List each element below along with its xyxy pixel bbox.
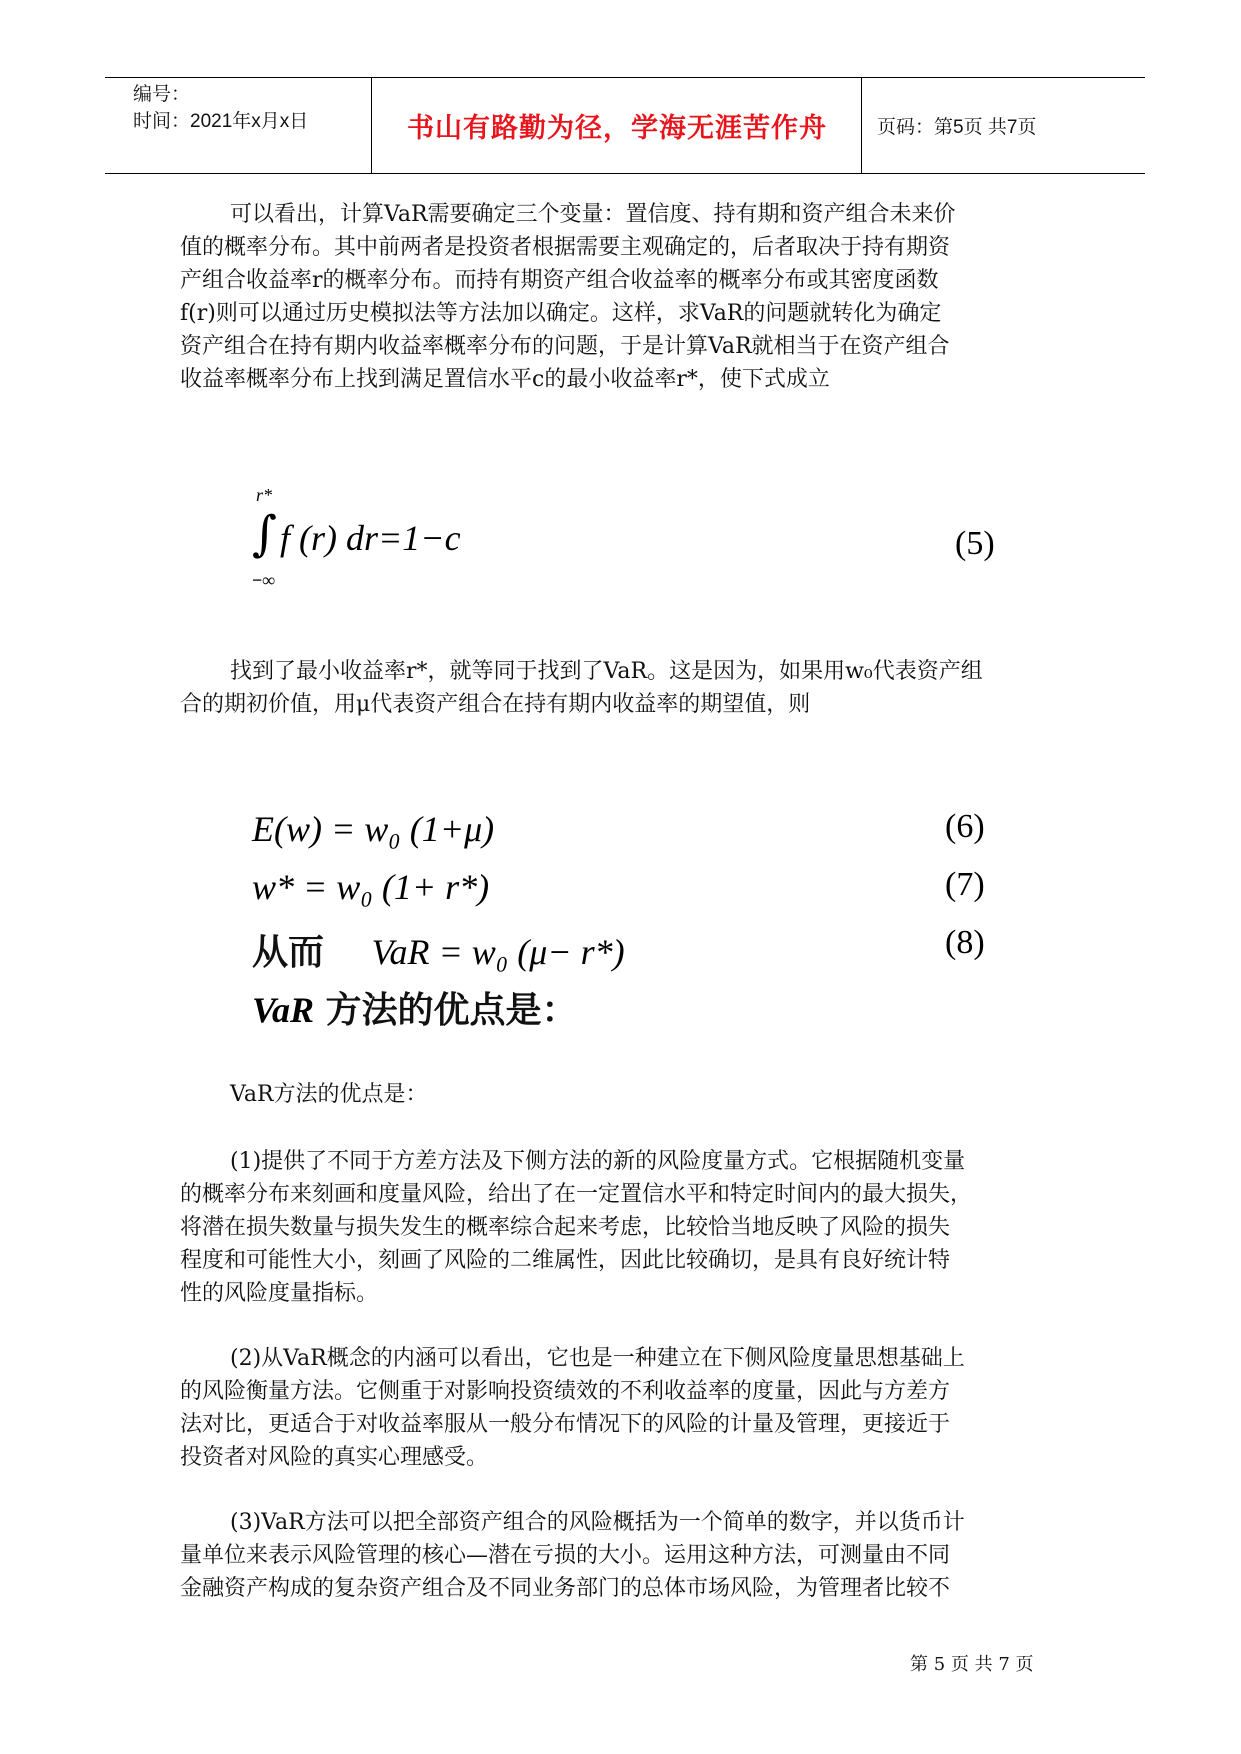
equation-heading: [252, 982, 578, 1033]
text-line: 收益率概率分布上找到满足置信水平c的最小收益率r*，使下式成立: [180, 367, 830, 392]
time-label: 时间：2021年x月x日: [133, 111, 309, 132]
text-line: (2)从VaR概念的内涵可以看出，它也是一种建立在下侧风险度量思想基础上: [230, 1346, 965, 1371]
equation-8-prefix: 从而: [252, 932, 325, 973]
integral-upper-limit: r*: [256, 485, 273, 505]
text-line: 量单位来表示风险管理的核心—潜在亏损的大小。运用这种方法，可测量由不同: [180, 1543, 951, 1568]
text-line: 程度和可能性大小，刻画了风险的二维属性，因此比较确切，是具有良好统计特: [180, 1248, 951, 1273]
equation-number: (7): [945, 866, 985, 903]
header-meta: [119, 78, 369, 173]
paragraph-4: [180, 1145, 1070, 1310]
text-line: 法对比，更适合于对收益率服从一般分布情况下的风险的计量及管理，更接近于: [180, 1412, 951, 1437]
header-page-info: 页码：第5页 共7页: [877, 117, 1037, 138]
text-line: (3)VaR方法可以把全部资产组合的风险概括为一个简单的数字，并以货币计: [230, 1510, 965, 1535]
integral-sign: ∫: [252, 506, 278, 562]
equation-5-body: f (r) dr=1−c: [280, 518, 461, 558]
equation-number: (5): [955, 525, 995, 562]
text-line: 可以看出，计算VaR需要确定三个变量：置信度、持有期和资产组合未来价: [230, 202, 956, 227]
text-line: 的风险衡量方法。它侧重于对影响投资绩效的不利收益率的度量，因此与方差方: [180, 1379, 951, 1404]
paragraph-6: [180, 1506, 1070, 1605]
equation-6: E(w) = w₀ (1+μ): [252, 809, 495, 849]
equation-7: w* = w₀ (1+ r*): [252, 867, 490, 907]
text-line: 性的风险度量指标。: [180, 1281, 379, 1306]
text-line: 金融资产构成的复杂资产组合及不同业务部门的总体市场风险，为管理者比较不: [180, 1576, 951, 1601]
page-header: [105, 77, 1145, 174]
equation-number: (8): [945, 924, 985, 961]
number-label: 编号：: [133, 84, 191, 105]
text-line: VaR方法的优点是：: [230, 1082, 428, 1107]
text-line: 值的概率分布。其中前两者是投资者根据需要主观确定的，后者取决于持有期资: [180, 235, 951, 260]
paragraph-5: [180, 1342, 1070, 1474]
header-motto: 书山有路勤为径，学海无涯苦作舟: [407, 113, 827, 144]
text-line: f(r)则可以通过历史模拟法等方法加以确定。这样，求VaR的问题就转化为确定: [180, 301, 942, 326]
header-divider: [371, 78, 372, 173]
text-line: 投资者对风险的真实心理感受。: [180, 1445, 489, 1470]
text-line: 找到了最小收益率r*，就等同于找到了VaR。这是因为，如果用w₀代表资产组: [230, 659, 983, 684]
header-divider: [861, 78, 862, 173]
equation-heading-text: 方法的优点是：: [325, 990, 578, 1031]
paragraph-3: [180, 1078, 1070, 1111]
equation-number: (6): [945, 808, 985, 845]
equation-8: [252, 924, 625, 975]
paragraph-2: [180, 655, 1070, 721]
text-line: 合的期初价值，用μ代表资产组合在持有期内收益率的期望值，则: [180, 692, 811, 717]
var-term: VaR: [252, 990, 315, 1030]
text-line: 产组合收益率r的概率分布。而持有期资产组合收益率的概率分布或其密度函数: [180, 268, 939, 293]
equation-8-body: VaR = w₀ (μ− r*): [371, 932, 625, 972]
paragraph-1: [180, 198, 1070, 396]
text-line: 的概率分布来刻画和度量风险，给出了在一定置信水平和特定时间内的最大损失，: [180, 1182, 973, 1207]
page-footer: 第 5 页 共 7 页: [910, 1654, 1034, 1675]
text-line: 资产组合在持有期内收益率概率分布的问题，于是计算VaR就相当于在资产组合: [180, 334, 950, 359]
integral-lower-limit: −∞: [252, 570, 276, 590]
text-line: 将潜在损失数量与损失发生的概率综合起来考虑，比较恰当地反映了风险的损失: [180, 1215, 951, 1240]
text-line: (1)提供了不同于方差方法及下侧方法的新的风险度量方式。它根据随机变量: [230, 1149, 966, 1174]
